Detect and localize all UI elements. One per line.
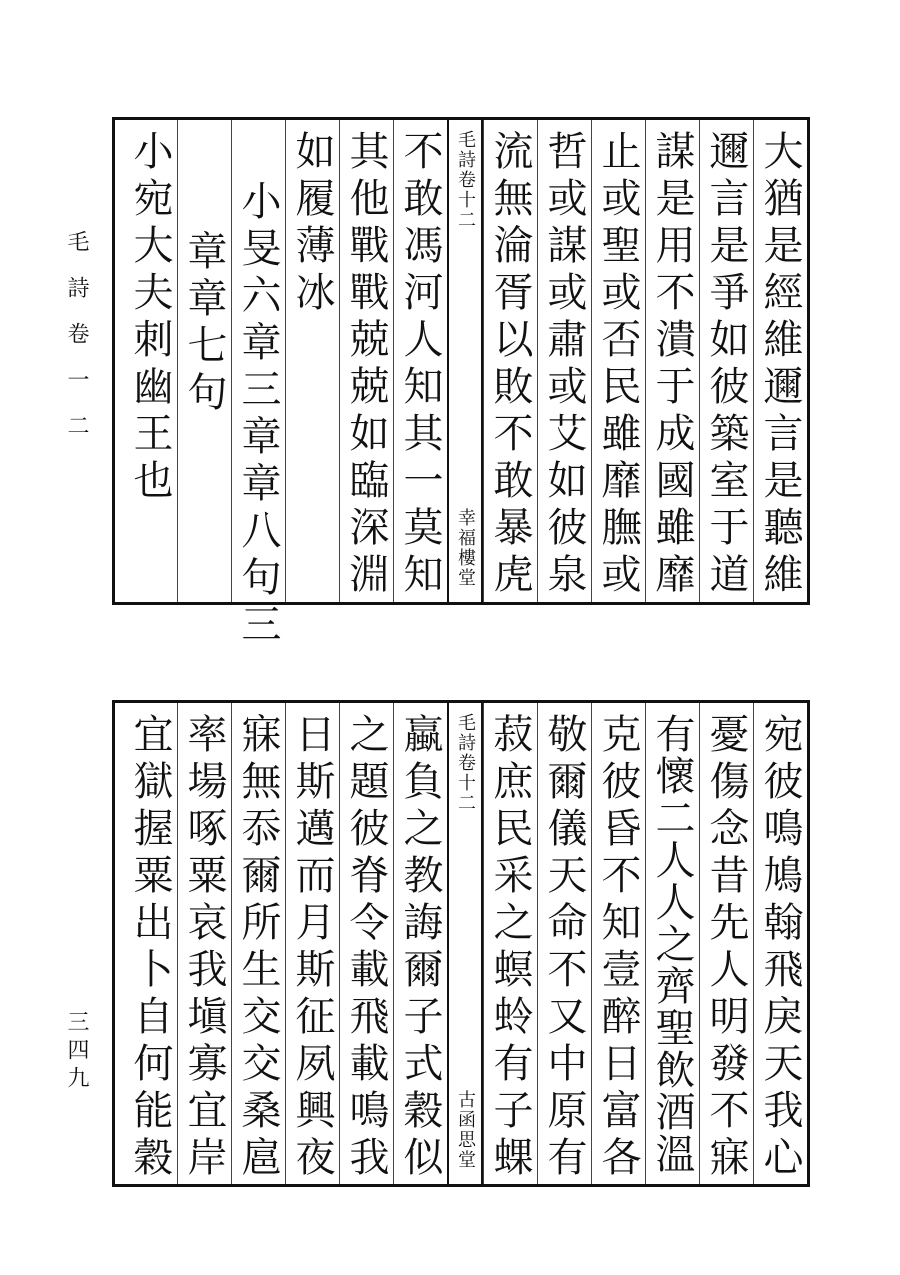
center-fold-column <box>447 120 483 602</box>
text-column: 敬爾儀天命不又中原有 <box>537 703 591 1184</box>
top-column-grid <box>115 120 807 650</box>
margin-page-number: 三四九 <box>64 1010 89 1094</box>
text-column: 蠃負之教誨爾子式穀似 <box>393 703 447 1184</box>
text-column: 小旻六章三章章八句三 <box>231 120 285 602</box>
text-column: 憂傷念昔先人明發不寐 <box>699 703 753 1184</box>
text-column: 之題彼脊令載飛載鳴我 <box>339 703 393 1184</box>
text-column: 菽庶民采之螟蛉有子蜾 <box>483 703 537 1184</box>
center-fold-column <box>447 703 483 1184</box>
text-column: 章章七句 <box>177 120 231 602</box>
text-column: 邇言是爭如彼築室于道 <box>699 120 753 602</box>
text-column: 如履薄冰 <box>285 120 339 602</box>
center-publisher: 古函思堂 <box>455 1090 476 1170</box>
margin-volume-label: 毛詩卷一二 <box>64 230 89 460</box>
text-column: 大猶是經維邇言是聽維 <box>753 120 807 602</box>
text-column: 其他戰戰兢兢如臨深淵 <box>339 120 393 602</box>
text-column: 寐無忝爾所生交交桑扈 <box>231 703 285 1184</box>
bottom-column-grid <box>115 703 807 1184</box>
center-publisher: 幸福樓堂 <box>455 508 476 588</box>
text-column: 哲或謀或肅或艾如彼泉 <box>537 120 591 602</box>
text-column: 宛彼鳴鳩翰飛戾天我心 <box>753 703 807 1184</box>
bottom-text-block <box>112 700 810 1187</box>
text-column: 不敢馮河人知其一莫知 <box>393 120 447 602</box>
text-column: 小宛大夫刺幽王也 <box>127 130 173 506</box>
center-title: 毛詩卷十二 <box>455 713 476 813</box>
text-column: 率場啄粟哀我塡寡宜岸 <box>177 703 231 1184</box>
text-column: 有懷二人人之齊聖飲酒溫 <box>645 703 699 1184</box>
text-column: 謀是用不潰于成國雖靡 <box>645 120 699 602</box>
text-column: 流無淪胥以敗不敢暴虎 <box>483 120 537 602</box>
text-column: 日斯邁而月斯征夙興夜 <box>285 703 339 1184</box>
center-title: 毛詩卷十二 <box>455 130 476 230</box>
top-text-block <box>112 117 810 650</box>
text-column: 克彼昏不知壹醉日富各 <box>591 703 645 1184</box>
text-column: 宜獄握粟出卜自何能穀 <box>127 713 173 1183</box>
text-column: 止或聖或否民雖靡膴或 <box>591 120 645 602</box>
